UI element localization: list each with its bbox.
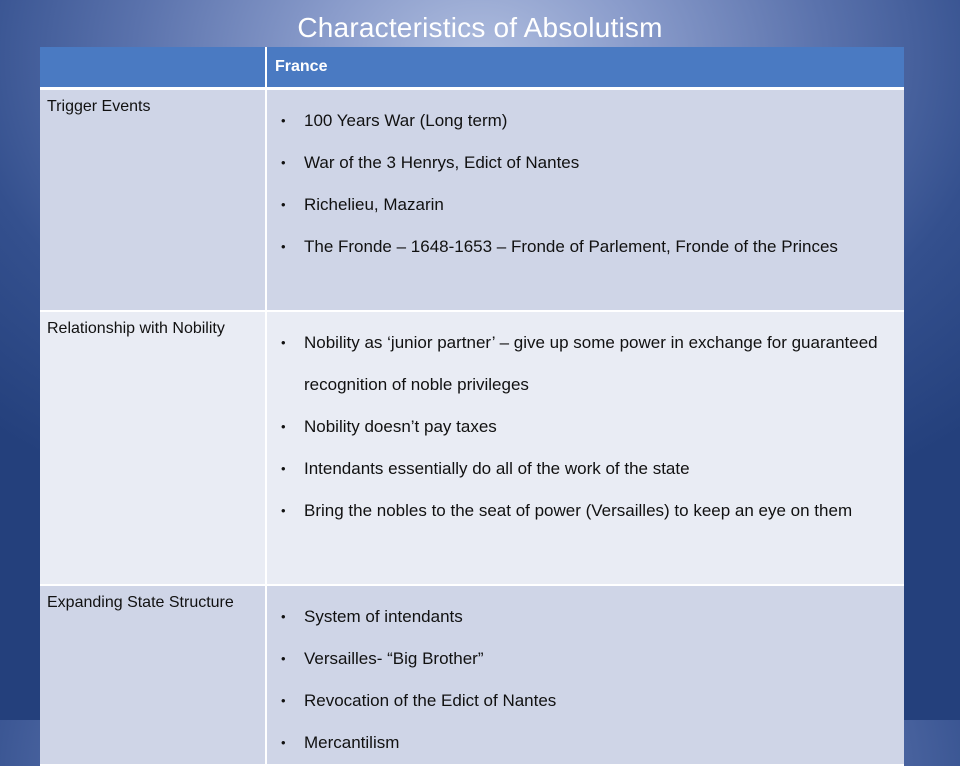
bullet-icon: • [281, 113, 286, 128]
list-item [277, 184, 892, 226]
row-content-relationship-with-nobility [266, 311, 904, 585]
bullet-icon: • [281, 651, 286, 666]
list-item [277, 490, 892, 532]
list-item [277, 322, 892, 406]
list-item [277, 448, 892, 490]
bullet-icon: • [281, 155, 286, 170]
bullet-text: War of the 3 Henrys, Edict of Nantes [304, 153, 580, 172]
list-item [277, 226, 892, 268]
bullet-icon: • [281, 693, 286, 708]
bullet-icon: • [281, 419, 286, 434]
row-content-expanding-state-structure [266, 585, 904, 765]
header-empty-cell [40, 47, 266, 89]
comparison-table [40, 47, 904, 766]
bullet-text: Mercantilism [304, 733, 400, 752]
header-france: France [266, 47, 904, 89]
bullet-icon: • [281, 609, 286, 624]
bullet-text: Revocation of the Edict of Nantes [304, 691, 557, 710]
bullet-text: Bring the nobles to the seat of power (Versailles) to keep an eye on them [304, 501, 853, 520]
bullet-text: The Fronde – 1648-1653 – Fronde of Parlement, Fronde of the Princes [304, 237, 838, 256]
table-header-row [40, 47, 904, 89]
bullet-list [277, 322, 892, 532]
row-label-expanding-state-structure: Expanding State Structure [40, 585, 266, 765]
list-item [277, 722, 892, 764]
list-item [277, 406, 892, 448]
bullet-list [277, 596, 892, 764]
bullet-text: Nobility as ‘junior partner’ – give up some power in exchange for guaranteed recognition of noble privileges [304, 333, 878, 394]
row-label-trigger-events: Trigger Events [40, 89, 266, 312]
bullet-text: 100 Years War (Long term) [304, 111, 508, 130]
list-item [277, 142, 892, 184]
bullet-text: Versailles- “Big Brother” [304, 649, 484, 668]
list-item [277, 596, 892, 638]
bullet-text: Nobility doesn’t pay taxes [304, 417, 497, 436]
bullet-icon: • [281, 335, 286, 350]
bullet-icon: • [281, 197, 286, 212]
bullet-text: Intendants essentially do all of the work of the state [304, 459, 690, 478]
list-item [277, 100, 892, 142]
row-content-trigger-events [266, 89, 904, 312]
bullet-text: Richelieu, Mazarin [304, 195, 444, 214]
bullet-icon: • [281, 735, 286, 750]
table-row-relationship-with-nobility [40, 311, 904, 585]
bullet-text: System of intendants [304, 607, 463, 626]
absolutism-table [40, 47, 904, 766]
table-row-expanding-state-structure [40, 585, 904, 765]
bullet-list [277, 100, 892, 268]
slide-title: Characteristics of Absolutism [297, 12, 663, 43]
bullet-icon: • [281, 503, 286, 518]
row-label-relationship-with-nobility: Relationship with Nobility [40, 311, 266, 585]
bullet-icon: • [281, 239, 286, 254]
list-item [277, 680, 892, 722]
list-item [277, 638, 892, 680]
table-row-trigger-events [40, 89, 904, 312]
bullet-icon: • [281, 461, 286, 476]
